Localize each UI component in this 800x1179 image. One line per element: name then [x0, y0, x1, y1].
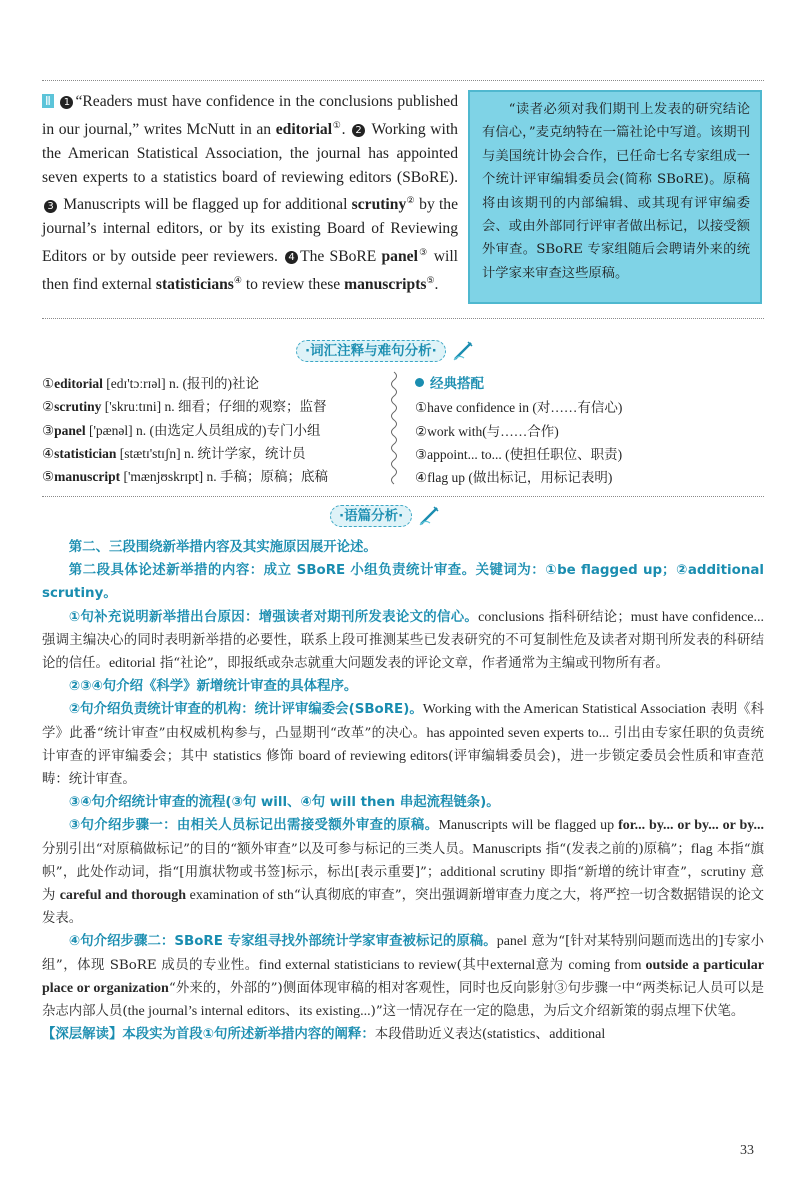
analysis-section-header — [330, 503, 441, 527]
pen-icon — [451, 338, 475, 362]
analysis-text: careful and thorough — [59, 888, 187, 904]
pen-icon — [417, 503, 441, 527]
vocab-def: ['skruːtɪni] n. 细看；仔细的观察；监督 — [101, 399, 327, 415]
keyword: statisticians — [155, 276, 234, 294]
page-number: 33 — [740, 1143, 754, 1158]
analysis-text: 意为“[针对某特别问题而选出的]专家小组”，体现 SBoRE 成员的专业性。 — [42, 934, 764, 973]
vocab-def: [stætɪ'stɪʃn] n. 统计学家，统计员 — [116, 445, 306, 461]
sentence-text: by the journal’s internal editors, or by its existing Board of Reviewing Editors or by outside peer reviewers. — [42, 196, 458, 266]
analysis-text: 意为 — [42, 864, 764, 904]
bullet-icon — [415, 378, 424, 387]
analysis-para — [42, 606, 764, 676]
keyword-ref: ② — [406, 195, 415, 206]
sentence-number: 4 — [285, 251, 298, 264]
analysis-text: the journal’s internal editors、its existing... — [127, 1004, 371, 1020]
analysis-text: 指科研结论； — [544, 609, 631, 625]
analysis-text: conclusions — [478, 609, 545, 625]
vocab-num: ⑤ — [42, 469, 55, 485]
collocation-item: ④flag up (做出标记，用标记表明) — [415, 470, 613, 486]
collocations-title: 经典搭配 — [430, 376, 484, 392]
sentence-text: The SBoRE — [300, 248, 382, 266]
analysis-text: panel — [496, 934, 528, 950]
analysis-text: coming from — [568, 957, 646, 973]
analysis-text: “外来的，外部的”)侧面体现审稿的相对客观性，同时也反向影射③句步骤一中“两类标记人员可以是杂志内部人员( — [42, 980, 764, 1020]
keyword: panel — [381, 248, 418, 266]
vocab-word: manuscript — [54, 469, 121, 485]
analysis-text: 引出由专家任职的负责统计审查的评审编委会；其中 — [42, 725, 764, 764]
translation-box: “读者必须对我们期刊上发表的研究结论有信心，”麦克纳特在一篇社论中写道。该期刊与美国统计协会合作，已任命七名专家组成一个统计评审编辑委员会(简称 SBoRE)。原稿将由该期刊的内部编辑、或其现有评审编委会、或由外部同行评审者做出标记，以接受额外审查。SBoRE 专家组随后会聘请外来的统计学家来审查这些原稿。 — [468, 90, 762, 304]
sentence-end: . — [434, 276, 439, 294]
collocation-item: ②work with(与……合作) — [415, 423, 559, 439]
vocab-item — [42, 419, 382, 442]
sentence-text: “Readers must have confidence in the conclusions published in our journal,” writes McNutt in an — [42, 93, 458, 138]
analysis-para — [42, 1023, 764, 1046]
analysis-text: has appointed seven experts to... — [426, 725, 610, 741]
analysis-highlight: 【深层解读】本段实为首段①句所述新举措内容的阐释： — [42, 1027, 375, 1043]
sentence-text: Manuscripts will be flagged up for additional — [63, 196, 352, 214]
analysis-para — [42, 559, 764, 605]
analysis-text: external — [490, 957, 536, 973]
vocab-def: ['pænəl] n. (由选定人员组成的)专门小组 — [85, 422, 321, 438]
analysis-text: additional scrutiny — [440, 864, 546, 880]
vocab-num: ④ — [42, 445, 55, 461]
analysis-highlight: ①句补充说明新举措出台原因：增强读者对期刊所发表论文的信心。 — [68, 609, 479, 625]
analysis-text: 意为 — [535, 957, 569, 973]
keyword-ref: ⑤ — [426, 275, 435, 286]
analysis-highlight: ①be flagged up；②additional scrutiny — [42, 563, 764, 602]
analysis-text: 修饰 — [261, 748, 299, 764]
section-divider — [42, 496, 764, 497]
sentence-end: . — [341, 120, 346, 138]
analysis-para — [42, 791, 764, 814]
analysis-text: (评审编辑委员会)，进一步锁定委员会性质和审查范畴：统计审查。 — [42, 748, 764, 788]
analysis-text: Manuscripts — [472, 841, 542, 857]
sentence-text: Working with the American Statistical Association, the journal has appointed seven experts to a statistics board of reviewing editors (SBoRE). — [42, 120, 458, 186]
keyword: editorial — [275, 120, 333, 138]
analysis-text: scrutiny — [700, 864, 747, 880]
vocab-list — [42, 372, 382, 488]
vocab-word: editorial — [54, 376, 103, 391]
analysis-text: (其中 — [456, 957, 491, 973]
keyword-ref: ④ — [233, 275, 242, 286]
analysis-text: outside a particular place or organization — [42, 957, 764, 996]
vocab-num: ② — [42, 399, 55, 415]
keyword-ref: ① — [332, 119, 342, 130]
english-passage — [42, 90, 458, 297]
analysis-text: statistics、additional — [487, 1027, 606, 1043]
analysis-highlight: ②句介绍负责统计审查的机构：统计评审编委会(SBoRE)。 — [68, 702, 423, 718]
analysis-text: 即指“新增的统计审查”， — [545, 864, 701, 880]
analysis-highlight: 。 — [103, 586, 117, 602]
analysis-para — [42, 698, 764, 791]
top-divider — [42, 80, 764, 81]
vocab-item — [42, 395, 382, 418]
analysis-para — [42, 930, 764, 1023]
analysis-section-title: ·语篇分析· — [330, 505, 412, 527]
sentence-number: 2 — [352, 124, 365, 137]
analysis-text: 指“社论”，即报纸或杂志就重大问题发表的评论文章，作者通常为主编或刊物所有者。 — [155, 656, 670, 672]
analysis-highlight: ③句介绍步骤一：由相关人员标记出需接受额外审查的原稿。 — [68, 818, 439, 834]
vocab-section-header — [296, 338, 475, 362]
analysis-highlight: 第二、三段围绕新举措内容及其实施原因展开论述。 — [68, 540, 377, 555]
analysis-text: 本段借助近义表达( — [374, 1027, 488, 1043]
collocations-header — [415, 372, 755, 396]
analysis-highlight: 第二段具体论述新举措的内容：成立 SBoRE 小组负责统计审查。关键词为： — [68, 563, 546, 579]
paragraph-tag: Ⅱ — [42, 94, 54, 108]
analysis-text: editorial — [108, 656, 156, 672]
vocab-section-title: ·词汇注释与难句分析· — [296, 340, 446, 362]
analysis-para — [42, 536, 764, 559]
analysis-text: flag — [690, 841, 713, 857]
collocation-item: ③appoint... to... (使担任职位、职责) — [415, 446, 623, 462]
collocation-item: ①have confidence in (对……有信心) — [415, 400, 623, 416]
analysis-text: 强调主编决心的同时表明新举措的必要性，联系上段可推测某些已发表研究的不可复制性危及读者对期刊所发表的科研结论的信任。 — [42, 632, 764, 672]
collocations-list — [415, 372, 755, 489]
analysis-text: board of reviewing editors — [298, 748, 449, 764]
analysis-text: 本指“旗帜”，此处作动词，指“[用旗状物或书签]标示，标出[表示重要]”； — [42, 841, 764, 880]
vocab-def: ['mænjʊskrɪpt] n. 手稿；原稿；底稿 — [120, 469, 328, 485]
keyword: scrutiny — [351, 196, 407, 214]
analysis-text: statistics — [213, 748, 262, 764]
keyword: manuscripts — [344, 276, 427, 294]
analysis-text: 表明《科学》此番“统计审查”由权威机构参与，凸显期刊“改革”的决心。 — [42, 702, 764, 741]
sentence-text: to review these — [241, 276, 345, 294]
analysis-highlight: ④句介绍步骤二：SBoRE 专家组寻找外部统计学家审查被标记的原稿。 — [68, 934, 497, 950]
sentence-number: 3 — [44, 200, 57, 213]
analysis-text: find external statisticians to review — [258, 957, 457, 973]
vocab-word: panel — [54, 422, 86, 438]
analysis-text: examination of sth — [186, 888, 294, 904]
analysis-text: 指“(发表之前的)原稿”； — [541, 841, 691, 857]
analysis-text: Manuscripts will be flagged up — [438, 818, 619, 834]
vocab-num: ③ — [42, 422, 55, 438]
analysis-highlight: ②③④句介绍《科学》新增统计审查的具体程序。 — [68, 679, 358, 695]
sentence-number: 1 — [60, 96, 73, 109]
vocab-word: statistician — [54, 445, 117, 461]
analysis-text: 分别引出“对原稿做标记”的目的“额外审查”以及可参与标记的三类人员。 — [42, 841, 473, 857]
analysis-para — [42, 814, 764, 930]
spiral-divider — [388, 370, 400, 488]
vocab-word: scrutiny — [54, 399, 102, 415]
keyword-ref: ③ — [417, 247, 429, 258]
section-divider — [42, 318, 764, 319]
vocab-item — [42, 442, 382, 465]
analysis-text: Working with the American Statistical Association — [422, 702, 707, 718]
vocab-item — [42, 372, 382, 395]
analysis-text: “认真彻底的审查”，突出强调新增审查力度之大，将严控一切含数据错误的论文发表。 — [42, 888, 765, 927]
analysis-para — [42, 675, 764, 698]
vocab-item — [42, 465, 382, 488]
analysis-text: must have confidence... — [630, 609, 765, 625]
analysis-body — [42, 536, 764, 1046]
analysis-highlight: ③④句介绍统计审查的流程(③句 will、④句 will then 串起流程链条)。 — [68, 795, 500, 811]
sentence-text: will then find external — [42, 248, 458, 294]
vocab-num: ① — [42, 376, 55, 391]
analysis-text: for... by... or by... or by... — [618, 818, 765, 834]
analysis-text: )”这一情况存在一定的隐患，为后文介绍新策的弱点埋下伏笔。 — [370, 1004, 745, 1020]
vocab-def: [edɪ'tɔːrɪəl] n. (报刊的)社论 — [102, 376, 259, 391]
